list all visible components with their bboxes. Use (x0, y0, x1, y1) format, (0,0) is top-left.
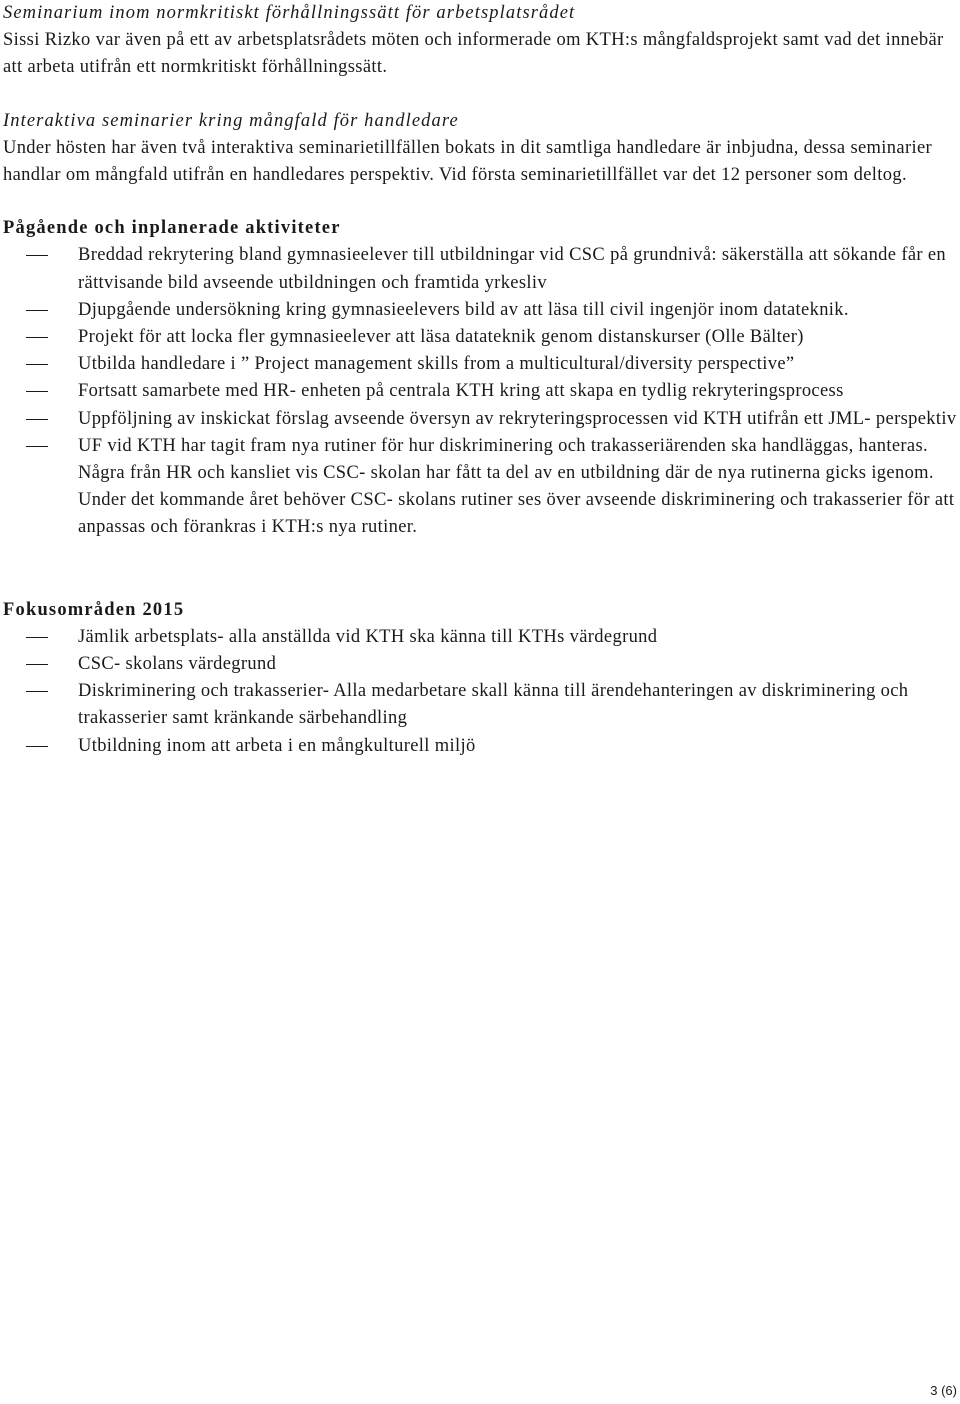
section-interaktiva-seminarier (3, 108, 957, 190)
section-body: Under hösten har även två interaktiva seminarietillfällen bokats in dit samtliga handledare är inbjudna, dessa seminarier handlar om mångfald utifrån en handledares perspektiv. Vid första seminarietillfället var det 12 personer som deltog. (3, 137, 933, 186)
list-item (3, 406, 957, 433)
list-item-text: Fortsatt samarbete med HR- enheten på centrala KTH kring att skapa en tydlig rekryteringsprocess (78, 381, 844, 402)
section-heading: Fokusområden 2015 (3, 599, 185, 620)
list-item (3, 351, 957, 378)
list-item-text: Projekt för att locka fler gymnasieelever att läsa datateknik genom distanskurser (Olle Bälter) (78, 327, 804, 348)
list-item-text: Uppföljning av inskickat förslag avseende översyn av rekryteringsprocessen vid KTH utifrån ett JML- perspektiv (78, 408, 957, 429)
dash-bullet (26, 637, 48, 638)
section-seminar-normkritiskt (3, 0, 957, 82)
list-item (3, 297, 957, 324)
dash-bullet (26, 419, 48, 420)
dash-bullet (26, 337, 48, 338)
list-item (3, 678, 957, 732)
activities-list (3, 242, 957, 541)
dash-bullet (26, 446, 48, 447)
dash-bullet (26, 310, 48, 311)
page-number: 3 (6) (930, 1383, 957, 1398)
focus-areas-list (3, 624, 957, 760)
list-item-text: Jämlik arbetsplats- alla anställda vid KTH ska känna till KTHs värdegrund (78, 626, 658, 647)
dash-bullet (26, 691, 48, 692)
list-item-text: UF vid KTH har tagit fram nya rutiner för hur diskriminering och trakasseriärenden ska handläggas, hanteras. Några från HR och kansliet vis CSC- skolan har fått ta del av en utbildning där de nya rutinerna gicks igenom. Under det kommande året behöver CSC- skolans rutiner ses över avseende diskriminering och trakasserier för att anpassas och förankras i KTH:s nya rutiner. (78, 435, 955, 538)
list-item (3, 378, 957, 405)
document-page (3, 0, 957, 760)
dash-bullet (26, 391, 48, 392)
dash-bullet (26, 255, 48, 256)
list-item-text: CSC- skolans värdegrund (78, 654, 277, 675)
list-item (3, 733, 957, 760)
list-item (3, 324, 957, 351)
section-heading: Interaktiva seminarier kring mångfald för handledare (3, 110, 459, 131)
section-heading: Pågående och inplanerade aktiviteter (3, 218, 341, 239)
list-item-text: Diskriminering och trakasserier- Alla medarbetare skall känna till ärendehanteringen av diskriminering och trakasserier samt kränkande särbehandling (78, 681, 909, 729)
list-item-text: Breddad rekrytering bland gymnasieelever till utbildningar vid CSC på grundnivå: säkerställa att sökande får en rättvisande bild avseende utbildningen och framtida yrkesliv (78, 245, 947, 293)
section-heading: Seminarium inom normkritiskt förhållningssätt för arbetsplatsrådet (3, 3, 576, 23)
list-item (3, 242, 957, 296)
dash-bullet (26, 746, 48, 747)
list-item (3, 651, 957, 678)
section-pagaende-aktiviteter (3, 215, 957, 541)
dash-bullet (26, 364, 48, 365)
list-item-text: Utbilda handledare i ” Project management skills from a multicultural/diversity perspective” (78, 354, 795, 375)
list-item (3, 624, 957, 651)
list-item-text: Utbildning inom att arbeta i en mångkulturell miljö (78, 735, 476, 756)
section-fokusomraden (3, 597, 957, 760)
section-body: Sissi Rizko var även på ett av arbetsplatsrådets möten och informerade om KTH:s mångfaldsprojekt samt vad det innebär att arbeta utifrån ett normkritiskt förhållningssätt. (3, 30, 944, 78)
list-item-text: Djupgående undersökning kring gymnasieelevers bild av att läsa till civil ingenjör inom datateknik. (78, 299, 849, 320)
list-item (3, 433, 957, 542)
dash-bullet (26, 664, 48, 665)
